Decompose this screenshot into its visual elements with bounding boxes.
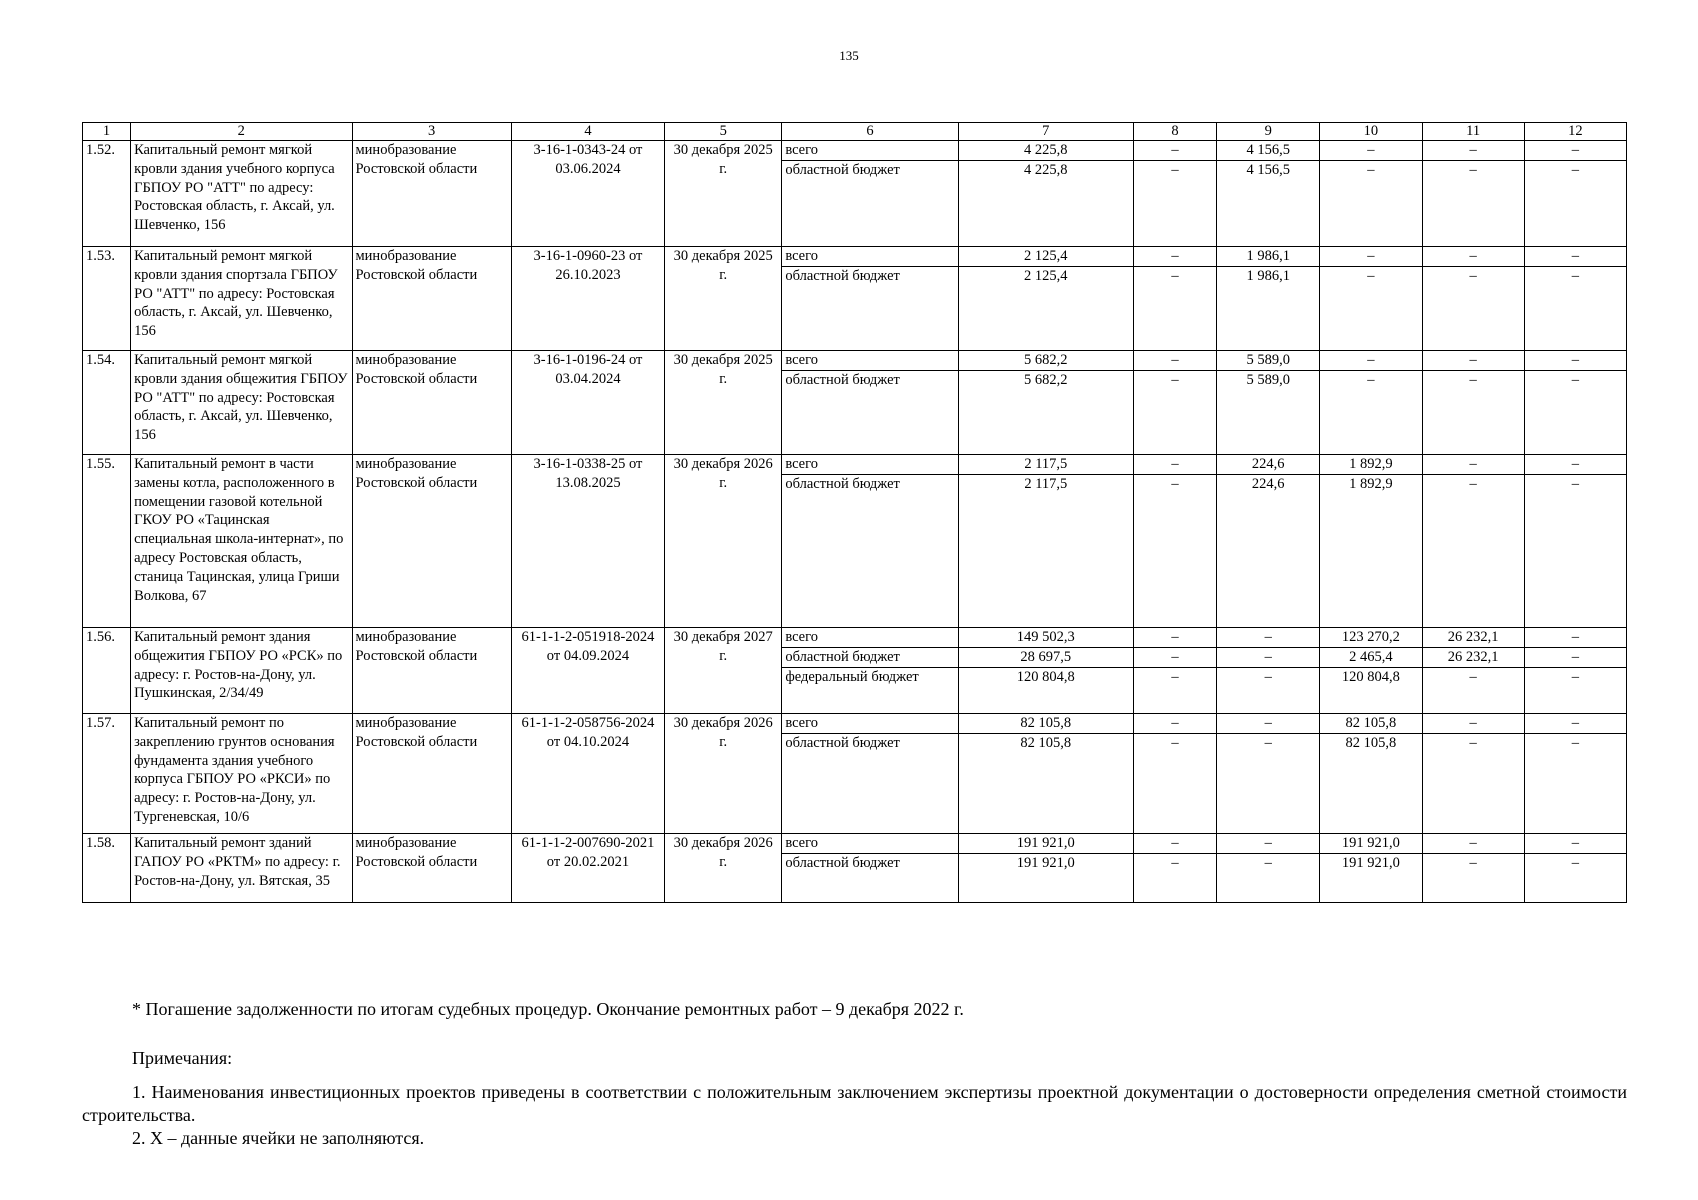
column-header: 12 [1524,123,1626,141]
amount-col-10-cell [1320,141,1422,247]
amount-col-12-cell [1524,351,1626,455]
amount-col-8: – [1134,834,1216,854]
deadline: 30 декабря 2027 г. [665,628,782,714]
total-amount-cell [958,628,1133,714]
total-amount: 2 125,4 [1024,267,1068,284]
expertise-conclusion: 61-1-1-2-007690-2021 от 20.02.2021 [511,834,664,903]
amount-col-9: – [1217,834,1319,854]
customer: минобразование Ростовской области [352,714,511,834]
total-amount: 82 105,8 [1020,734,1072,751]
funding-source: областной бюджет [785,475,900,492]
project-name: Капитальный ремонт в части замены котла, расположенного в помещении газовой котельной ГКОУ РО «Тацинская специальная школа-интернат», по адресу Ростовская область, станица Тацинская, улица Гриши Волкова, 67 [131,455,352,628]
amount-col-11: – [1423,834,1524,854]
row-number: 1.58. [83,834,131,903]
amount-col-10-cell [1320,628,1422,714]
total-amount: 4 225,8 [959,141,1133,161]
amount-col-9-cell [1217,834,1320,903]
expertise-conclusion: 3-16-1-0960-23 от 26.10.2023 [511,247,664,351]
total-amount-cell [958,141,1133,247]
total-amount: 5 682,2 [1024,371,1068,388]
amount-col-12-cell [1524,714,1626,834]
table-row [83,141,1627,247]
deadline: 30 декабря 2026 г. [665,834,782,903]
column-header: 11 [1422,123,1524,141]
amount-col-8: – [1171,371,1179,388]
page-number: 135 [839,48,859,63]
total-amount-cell [958,351,1133,455]
note-1: 1. Наименования инвестиционных проектов приведены в соответствии с положительным заключением экспертизы проектной документации о достоверности определения сметной стоимости строительства. [82,1082,1627,1125]
amount-col-12: – [1571,734,1579,751]
deadline: 30 декабря 2025 г. [665,247,782,351]
customer: минобразование Ростовской области [352,351,511,455]
total-amount: 149 502,3 [959,628,1133,648]
amount-col-10: 2 465,4 [1320,648,1421,668]
amount-col-12: – [1525,628,1626,648]
amount-col-10: 82 105,8 [1345,734,1397,751]
amount-col-9: 1 986,1 [1217,247,1319,267]
amount-col-11: – [1469,475,1477,492]
column-header: 3 [352,123,511,141]
amount-col-8-cell [1133,714,1216,834]
total-amount: 5 682,2 [959,351,1133,371]
table-row [83,714,1627,834]
total-amount: 4 225,8 [1024,161,1068,178]
note-2: 2. Х – данные ячейки не заполняются. [132,1128,425,1148]
total-amount-cell [958,834,1133,903]
funding-source-cell [782,455,958,628]
total-amount: 82 105,8 [959,714,1133,734]
amount-col-8: – [1134,141,1216,161]
amount-col-8-cell [1133,351,1216,455]
amount-col-9-cell [1217,141,1320,247]
funding-source: областной бюджет [785,267,900,284]
column-header: 10 [1320,123,1422,141]
amount-col-12: – [1525,455,1626,475]
amount-col-11-cell [1422,455,1524,628]
amount-col-8: – [1171,475,1179,492]
amount-col-11: – [1423,351,1524,371]
amount-col-11: 26 232,1 [1423,628,1524,648]
table-row [83,351,1627,455]
amount-col-12: – [1525,351,1626,371]
amount-col-9: – [1217,648,1319,668]
total-amount: 120 804,8 [1016,668,1075,685]
amount-col-11: – [1423,247,1524,267]
funding-source-cell [782,834,958,903]
customer: минобразование Ростовской области [352,455,511,628]
footnote: * Погашение задолженности по итогам судебных процедур. Окончание ремонтных работ – 9 декабря 2022 г. [132,999,964,1019]
total-amount-cell [958,247,1133,351]
amount-col-9: – [1264,734,1272,751]
amount-col-8-cell [1133,247,1216,351]
funding-source: всего [782,247,957,267]
amount-col-9: 4 156,5 [1246,161,1290,178]
amount-col-9: 224,6 [1217,455,1319,475]
deadline: 30 декабря 2026 г. [665,455,782,628]
amount-col-11-cell [1422,247,1524,351]
amount-col-11: – [1423,714,1524,734]
amount-col-10: 123 270,2 [1320,628,1421,648]
amount-col-11-cell [1422,141,1524,247]
deadline: 30 декабря 2025 г. [665,351,782,455]
column-number-row [83,123,1627,141]
amount-col-10: 191 921,0 [1341,854,1400,871]
amount-col-8: – [1134,455,1216,475]
amount-col-11: – [1469,267,1477,284]
amount-col-8: – [1134,648,1216,668]
funding-source: всего [782,141,957,161]
deadline: 30 декабря 2026 г. [665,714,782,834]
amount-col-9-cell [1217,455,1320,628]
notes-title: Примечания: [132,1048,233,1068]
amount-col-10: 1 892,9 [1349,475,1393,492]
amount-col-10: – [1367,267,1375,284]
amount-col-9-cell [1217,714,1320,834]
amount-col-12: – [1571,854,1579,871]
amount-col-12-cell [1524,455,1626,628]
funding-source-cell [782,141,958,247]
amount-col-9-cell [1217,247,1320,351]
row-number: 1.55. [83,455,131,628]
column-header: 7 [958,123,1133,141]
amount-col-8-cell [1133,455,1216,628]
amount-col-12: – [1525,648,1626,668]
row-number: 1.56. [83,628,131,714]
amount-col-8: – [1134,714,1216,734]
total-amount-cell [958,714,1133,834]
project-name: Капитальный ремонт по закреплению грунтов основания фундамента здания учебного корпуса ГБПОУ РО «РКСИ» по адресу: г. Ростов-на-Дону, ул. Тургеневская, 10/6 [131,714,352,834]
row-number: 1.54. [83,351,131,455]
column-header: 8 [1133,123,1216,141]
table-row [83,628,1627,714]
row-number: 1.52. [83,141,131,247]
amount-col-10: – [1320,141,1421,161]
funding-source: федеральный бюджет [785,668,919,685]
column-header: 5 [665,123,782,141]
amount-col-10: 1 892,9 [1320,455,1421,475]
amount-col-10: 191 921,0 [1320,834,1421,854]
amount-col-10: – [1320,247,1421,267]
notes-block [82,1047,1627,1150]
funding-source: всего [782,714,957,734]
amount-col-10: 82 105,8 [1320,714,1421,734]
amount-col-12-cell [1524,247,1626,351]
total-amount: 2 125,4 [959,247,1133,267]
table-row [83,455,1627,628]
amount-col-11-cell [1422,628,1524,714]
customer: минобразование Ростовской области [352,628,511,714]
total-amount: 191 921,0 [1016,854,1075,871]
amount-col-8: – [1171,734,1179,751]
customer: минобразование Ростовской области [352,141,511,247]
expertise-conclusion: 3-16-1-0343-24 от 03.06.2024 [511,141,664,247]
total-amount: 2 117,5 [959,455,1133,475]
amount-col-12: – [1571,371,1579,388]
funding-source: областной бюджет [785,161,900,178]
amount-col-8-cell [1133,834,1216,903]
column-header: 6 [782,123,958,141]
funding-source: областной бюджет [782,648,957,668]
amount-col-11: – [1469,161,1477,178]
amount-col-11: – [1469,371,1477,388]
table-row [83,834,1627,903]
funding-source-cell [782,247,958,351]
amount-col-9: – [1264,668,1272,685]
total-amount: 28 697,5 [959,648,1133,668]
column-header: 9 [1217,123,1320,141]
funding-source: всего [782,455,957,475]
table-row [83,247,1627,351]
amount-col-10-cell [1320,351,1422,455]
amount-col-11: 26 232,1 [1423,648,1524,668]
amount-col-11: – [1423,455,1524,475]
amount-col-8: – [1171,267,1179,284]
amount-col-10-cell [1320,834,1422,903]
amount-col-8: – [1134,351,1216,371]
amount-col-11-cell [1422,351,1524,455]
amount-col-12-cell [1524,628,1626,714]
funding-source: областной бюджет [785,371,900,388]
amount-col-12-cell [1524,834,1626,903]
project-name: Капитальный ремонт зданий ГАПОУ РО «РКТМ» по адресу: г. Ростов-на-Дону, ул. Вятская, 35 [131,834,352,903]
amount-col-12: – [1525,834,1626,854]
amount-col-11: – [1469,734,1477,751]
amount-col-10: – [1367,371,1375,388]
customer: минобразование Ростовской области [352,247,511,351]
amount-col-10-cell [1320,247,1422,351]
expertise-conclusion: 3-16-1-0338-25 от 13.08.2025 [511,455,664,628]
total-amount: 2 117,5 [1024,475,1068,492]
amount-col-12: – [1571,668,1579,685]
expertise-conclusion: 61-1-1-2-058756-2024 от 04.10.2024 [511,714,664,834]
amount-col-10: – [1320,351,1421,371]
project-name: Капитальный ремонт здания общежития ГБПОУ РО «РСК» по адресу: г. Ростов-на-Дону, ул. Пушкинская, 2/34/49 [131,628,352,714]
amount-col-9: 5 589,0 [1246,371,1290,388]
project-name: Капитальный ремонт мягкой кровли здания общежития ГБПОУ РО "АТТ" по адресу: Ростовская область, г. Аксай, ул. Шевченко, 156 [131,351,352,455]
funding-source: областной бюджет [785,854,900,871]
amount-col-12: – [1525,714,1626,734]
amount-col-8: – [1171,161,1179,178]
funding-source-cell [782,628,958,714]
amount-col-9: 4 156,5 [1217,141,1319,161]
amount-col-8-cell [1133,628,1216,714]
column-header: 2 [131,123,352,141]
amount-col-9: 224,6 [1251,475,1285,492]
amount-col-9-cell [1217,628,1320,714]
amount-col-11: – [1469,854,1477,871]
amount-col-9: – [1217,714,1319,734]
amount-col-10: 120 804,8 [1341,668,1400,685]
deadline: 30 декабря 2025 г. [665,141,782,247]
amount-col-12: – [1571,161,1579,178]
customer: минобразование Ростовской области [352,834,511,903]
amount-col-9: 1 986,1 [1246,267,1290,284]
amount-col-8-cell [1133,141,1216,247]
amount-col-10-cell [1320,714,1422,834]
amount-col-8: – [1171,668,1179,685]
project-name: Капитальный ремонт мягкой кровли здания учебного корпуса ГБПОУ РО "АТТ" по адресу: Ростовская область, г. Аксай, ул. Шевченко, 156 [131,141,352,247]
row-number: 1.53. [83,247,131,351]
amount-col-8: – [1134,628,1216,648]
amount-col-12-cell [1524,141,1626,247]
funding-source: областной бюджет [785,734,900,751]
amount-col-11: – [1469,668,1477,685]
total-amount: 191 921,0 [959,834,1133,854]
amount-col-8: – [1171,854,1179,871]
expertise-conclusion: 61-1-1-2-051918-2024 от 04.09.2024 [511,628,664,714]
amount-col-9: – [1264,854,1272,871]
funding-source-cell [782,351,958,455]
funding-source: всего [782,834,957,854]
amount-col-11-cell [1422,834,1524,903]
amount-col-11: – [1423,141,1524,161]
row-number: 1.57. [83,714,131,834]
investment-projects-table [82,122,1627,903]
amount-col-12: – [1525,141,1626,161]
amount-col-12: – [1571,475,1579,492]
funding-source-cell [782,714,958,834]
column-header: 1 [83,123,131,141]
total-amount-cell [958,455,1133,628]
project-name: Капитальный ремонт мягкой кровли здания спортзала ГБПОУ РО "АТТ" по адресу: Ростовская область, г. Аксай, ул. Шевченко, 156 [131,247,352,351]
column-header: 4 [511,123,664,141]
amount-col-10: – [1367,161,1375,178]
amount-col-9: 5 589,0 [1217,351,1319,371]
amount-col-12: – [1525,247,1626,267]
funding-source: всего [782,628,957,648]
amount-col-9-cell [1217,351,1320,455]
amount-col-10-cell [1320,455,1422,628]
funding-source: всего [782,351,957,371]
amount-col-8: – [1134,247,1216,267]
expertise-conclusion: 3-16-1-0196-24 от 03.04.2024 [511,351,664,455]
amount-col-9: – [1217,628,1319,648]
amount-col-11-cell [1422,714,1524,834]
amount-col-12: – [1571,267,1579,284]
